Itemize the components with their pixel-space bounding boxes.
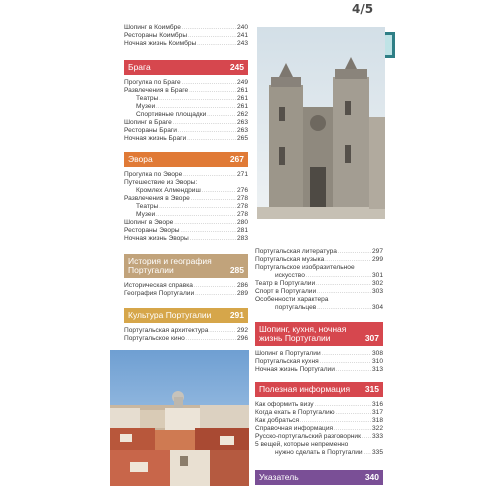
toc-entry-title: Шопинг в Коимбре [124,24,181,31]
toc-line[interactable] [255,256,383,264]
useful-list [255,401,383,457]
toc-entry-page: 302 [371,280,383,287]
dot-leader [315,401,371,409]
toc-line[interactable] [124,235,248,243]
toc-line[interactable] [255,358,383,366]
dot-leader [317,288,371,296]
toc-line[interactable] [124,227,248,235]
toc-entry-page: 304 [371,304,383,311]
toc-line[interactable] [124,79,248,87]
toc-entry-page: 297 [371,248,383,255]
toc-line[interactable] [255,366,383,374]
toc-entry-page: 322 [371,425,383,432]
toc-entry-page: 262 [236,111,248,118]
dot-leader [362,433,371,441]
toc-entry-title: Историческая справка [124,282,193,289]
section-header-braga[interactable] [124,60,248,75]
toc-entry-title: Когда ехать в Португалию [255,409,335,416]
toc-entry-page: 333 [371,433,383,440]
toc-entry-title: Рестораны Эворы [124,227,180,234]
section-title: Указатель [259,472,299,482]
dot-leader [209,327,236,335]
toc-line[interactable] [124,327,248,335]
culture-list [124,327,248,343]
toc-entry-page: 299 [371,256,383,263]
dot-leader [156,103,236,111]
dot-leader [336,409,371,417]
toc-entry-title: Справочная информация [255,425,334,432]
toc-entry-title: Шопинг в Эворе [124,219,174,226]
toc-entry-title: Шопинг в Португалии [255,350,321,357]
section-page: 245 [229,62,244,72]
toc-line[interactable] [255,264,383,272]
toc-line[interactable] [124,24,248,32]
toc-entry-page: 265 [236,135,248,142]
toc-line[interactable] [124,111,248,119]
toc-entry-page: 296 [236,335,248,342]
toc-line[interactable] [255,350,383,358]
toc-line[interactable] [255,280,383,288]
dot-leader [202,187,236,195]
section-header-shopping[interactable] [255,322,383,346]
dot-leader [173,119,236,127]
toc-entry-title: Спортивные площадки [136,111,207,118]
section-page: 291 [229,310,244,320]
toc-line[interactable] [124,290,248,298]
toc-entry-title: Кромлех Алмендриш [136,187,201,194]
toc-entry-page: 303 [371,288,383,295]
toc-entry-page: 281 [236,227,248,234]
toc-entry-page: 317 [371,409,383,416]
section-header-evora[interactable] [124,152,248,167]
toc-entry-title: нужно сделать в Португалии [275,449,363,456]
dot-leader [156,211,236,219]
toc-entry-page: 241 [236,32,248,39]
dot-leader [334,425,371,433]
toc-entry-title: Ночная жизнь Браги [124,135,187,142]
toc-entry-title: Португальское кино [124,335,185,342]
toc-entry-title: искусство [275,272,305,279]
dot-leader [183,171,236,179]
dot-leader [178,127,236,135]
toc-entry-page: 292 [236,327,248,334]
section-title: Шопинг, кухня, ночная жизнь Португалии [259,324,347,343]
section-page: 307 [364,333,379,343]
toc-line[interactable] [255,296,383,304]
toc-entry-title: Как оформить визу [255,401,314,408]
toc-entry-page: 278 [236,211,248,218]
toc-line[interactable] [124,95,248,103]
toc-entry-title: Португальская музыка [255,256,325,263]
toc-entry-page: 263 [236,127,248,134]
toc-entry-title: Ночная жизнь Эворы [124,235,189,242]
dot-leader [190,235,236,243]
toc-line[interactable] [124,87,248,95]
shopping-list [255,350,383,374]
toc-entry-page: 261 [236,95,248,102]
toc-line[interactable] [255,401,383,409]
toc-entry-page: 310 [371,358,383,365]
toc-line[interactable] [124,32,248,40]
dot-leader [317,304,371,312]
right-column [255,248,383,485]
toc-entry-page: 286 [236,282,248,289]
toc-line[interactable] [255,272,383,280]
section-title: Брага [128,62,151,72]
toc-entry-page: 318 [371,417,383,424]
toc-entry-title: Особенности характера [255,296,329,303]
dot-leader [194,282,236,290]
toc-entry-page: 243 [236,40,248,47]
toc-entry-title: География Португалии [124,290,195,297]
toc-entry-page: 316 [371,401,383,408]
toc-entry-page: 271 [236,171,248,178]
toc-line[interactable] [124,203,248,211]
dot-leader [191,195,236,203]
toc-entry-page: 278 [236,195,248,202]
section-title: Полезная информация [259,384,351,394]
toc-line[interactable] [124,219,248,227]
city-rooftops-photo [110,350,249,486]
braga-list [124,79,248,143]
section-header-useful[interactable] [255,382,383,397]
toc-line[interactable] [255,433,383,441]
toc-line[interactable] [124,103,248,111]
toc-entry-title: Развлечения в Браге [124,87,189,94]
toc-line[interactable] [255,425,383,433]
toc-line[interactable] [124,127,248,135]
dot-leader [320,358,371,366]
coimbra-list [124,24,248,48]
dot-leader [159,203,236,211]
left-column [124,24,248,343]
toc-entry-title: Шопинг в Браге [124,119,172,126]
toc-entry-page: 278 [236,203,248,210]
section-header-history[interactable] [124,254,248,278]
dot-leader [186,335,236,343]
toc-entry-title: 5 вещей, которые непременно [255,441,349,448]
section-page: 267 [229,154,244,164]
toc-entry-title: Португальское изобразительное [255,264,355,271]
toc-entry-title: Развлечения в Эворе [124,195,190,202]
page-number: 4/5 [352,2,374,16]
toc-entry-page: 280 [236,219,248,226]
section-title: Эвора [128,154,153,164]
dot-leader [316,280,371,288]
toc-entry-title: Путешествие из Эворы: [124,179,198,186]
dot-leader [325,256,371,264]
toc-line[interactable] [255,248,383,256]
toc-entry-title: Музеи [136,103,156,110]
dot-leader [306,272,371,280]
toc-line[interactable] [255,417,383,425]
toc-entry-title: Прогулка по Браге [124,79,181,86]
toc-entry-title: Русско-португальский разговорник [255,433,361,440]
dot-leader [336,366,371,374]
toc-entry-page: 313 [371,366,383,373]
toc-line[interactable] [255,409,383,417]
dot-leader [338,248,371,256]
toc-entry-title: Как добраться [255,417,300,424]
toc-entry-title: Театры [136,203,159,210]
dot-leader [300,417,371,425]
section-page: 315 [364,384,379,394]
toc-entry-title: Театры [136,95,159,102]
section-page: 285 [229,265,244,275]
toc-entry-page: 276 [236,187,248,194]
toc-entry-title: португальцев [275,304,317,311]
toc-entry-title: Португальская кухня [255,358,319,365]
cathedral-photo [257,27,385,219]
toc-line[interactable] [255,288,383,296]
dot-leader [180,227,236,235]
dot-leader [197,40,236,48]
toc-line[interactable] [124,40,248,48]
history-list [124,282,248,298]
dot-leader [188,32,236,40]
toc-entry-page: 263 [236,119,248,126]
toc-entry-page: 240 [236,24,248,31]
toc-line[interactable] [124,211,248,219]
section-title: История и география Португалии [128,256,212,275]
section-header-index[interactable] [255,470,383,485]
toc-entry-page: 261 [236,87,248,94]
dot-leader [182,79,236,87]
toc-line[interactable] [124,335,248,343]
dot-leader [322,350,371,358]
dot-leader [189,87,236,95]
toc-entry-page: 335 [371,449,383,456]
toc-entry-title: Португальская литература [255,248,337,255]
toc-entry-title: Португальская архитектура [124,327,209,334]
toc-entry-page: 289 [236,290,248,297]
toc-line[interactable] [124,195,248,203]
toc-line[interactable] [124,179,248,187]
evora-list [124,171,248,243]
dot-leader [159,95,236,103]
toc-entry-title: Ночная жизнь Коимбры [124,40,197,47]
dot-leader [195,290,236,298]
section-page: 340 [364,472,379,482]
toc-line[interactable] [124,171,248,179]
toc-line[interactable] [255,304,383,312]
toc-entry-title: Рестораны Коимбры [124,32,188,39]
toc-entry-title: Музеи [136,211,156,218]
toc-entry-title: Рестораны Браги [124,127,177,134]
toc-entry-page: 261 [236,103,248,110]
dot-leader [207,111,236,119]
toc-entry-page: 301 [371,272,383,279]
toc-line[interactable] [255,449,383,457]
dot-leader [364,449,371,457]
toc-entry-title: Театр в Португалии [255,280,316,287]
toc-entry-page: 249 [236,79,248,86]
toc-line[interactable] [255,441,383,449]
toc-entry-title: Спорт в Португалии [255,288,317,295]
toc-line[interactable] [124,135,248,143]
toc-line[interactable] [124,282,248,290]
toc-entry-page: 283 [236,235,248,242]
toc-entry-page: 308 [371,350,383,357]
toc-line[interactable] [124,187,248,195]
culture-cont-list [255,248,383,312]
toc-line[interactable] [124,119,248,127]
section-title: Культура Португалии [128,310,212,320]
dot-leader [174,219,236,227]
section-header-culture[interactable] [124,308,248,323]
toc-entry-title: Ночная жизнь Португалии [255,366,335,373]
toc-entry-title: Прогулка по Эворе [124,171,183,178]
dot-leader [182,24,236,32]
dot-leader [187,135,236,143]
